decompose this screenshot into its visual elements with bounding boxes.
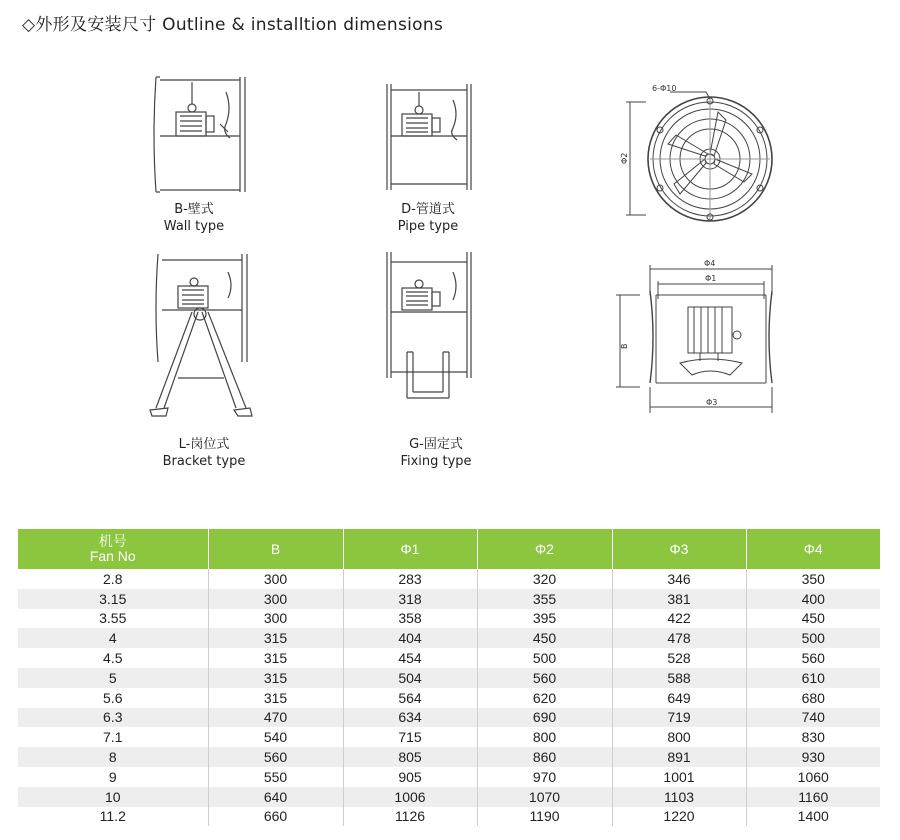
pipe-type-en: Pipe type — [397, 219, 459, 234]
header-phi2: Φ2 — [477, 529, 612, 569]
table-cell: 715 — [343, 727, 477, 747]
table-cell: 358 — [343, 609, 477, 629]
table-cell: 470 — [208, 708, 343, 728]
table-row — [18, 648, 880, 668]
phi3-label: Φ3 — [706, 398, 718, 407]
header-phi1: Φ1 — [343, 529, 477, 569]
table-cell: 318 — [343, 589, 477, 609]
table-cell: 404 — [343, 628, 477, 648]
table-cell: 7.1 — [18, 727, 208, 747]
table-row — [18, 628, 880, 648]
table-cell: 649 — [612, 688, 746, 708]
table-body — [18, 569, 880, 826]
header-fan-no-zh: 机号 — [98, 533, 127, 549]
table-cell: 9 — [18, 767, 208, 787]
dimensions-table — [18, 529, 880, 826]
table-cell: 381 — [612, 589, 746, 609]
table-cell: 315 — [208, 668, 343, 688]
table-row — [18, 688, 880, 708]
fixing-type-en: Fixing type — [400, 454, 472, 469]
table-cell: 540 — [208, 727, 343, 747]
table-cell: 588 — [612, 668, 746, 688]
table-row — [18, 807, 880, 827]
table-cell: 1006 — [343, 787, 477, 807]
table-cell: 830 — [746, 727, 880, 747]
table-row — [18, 747, 880, 767]
pipe-type-zh: D-管道式 — [401, 202, 455, 217]
table-cell: 970 — [477, 767, 612, 787]
table-cell: 4.5 — [18, 648, 208, 668]
header-fan-no-en: Fan No — [89, 548, 136, 564]
table-cell: 422 — [612, 609, 746, 629]
table-cell: 528 — [612, 648, 746, 668]
table-cell: 550 — [208, 767, 343, 787]
side-view-drawing — [610, 255, 785, 420]
table-cell: 346 — [612, 569, 746, 589]
table-cell: 10 — [18, 787, 208, 807]
table-cell: 315 — [208, 688, 343, 708]
bracket-type-en: Bracket type — [162, 454, 246, 469]
wall-type-caption — [124, 201, 264, 235]
holes-label: 6-Φ10 — [652, 84, 677, 93]
header-fan-no — [18, 529, 208, 569]
bracket-type-caption — [134, 436, 274, 470]
front-view-drawing — [610, 82, 785, 222]
table-cell: 1400 — [746, 807, 880, 827]
table-cell: 560 — [477, 668, 612, 688]
table-cell: 2.8 — [18, 569, 208, 589]
table-cell: 560 — [746, 648, 880, 668]
table-cell: 1126 — [343, 807, 477, 827]
table-cell: 450 — [746, 609, 880, 629]
table-cell: 800 — [612, 727, 746, 747]
table-cell: 905 — [343, 767, 477, 787]
header-b: B — [208, 529, 343, 569]
page-title: ◇外形及安装尺寸 Outline & installtion dimensions — [22, 15, 444, 35]
phi4-label: Φ4 — [704, 259, 716, 268]
table-cell: 300 — [208, 589, 343, 609]
table-cell: 478 — [612, 628, 746, 648]
table-cell: 11.2 — [18, 807, 208, 827]
header-phi3: Φ3 — [612, 529, 746, 569]
table-cell: 500 — [477, 648, 612, 668]
table-cell: 3.15 — [18, 589, 208, 609]
table-cell: 454 — [343, 648, 477, 668]
wall-type-zh: B-壁式 — [174, 202, 214, 217]
table-cell: 315 — [208, 628, 343, 648]
table-cell: 504 — [343, 668, 477, 688]
table-row — [18, 727, 880, 747]
table-cell: 400 — [746, 589, 880, 609]
table-cell: 320 — [477, 569, 612, 589]
table-row — [18, 767, 880, 787]
table-cell: 680 — [746, 688, 880, 708]
table-header-row — [18, 529, 880, 569]
table-cell: 6.3 — [18, 708, 208, 728]
bracket-type-zh: L-岗位式 — [178, 437, 230, 452]
table-row — [18, 708, 880, 728]
table-cell: 1190 — [477, 807, 612, 827]
phi2-label: Φ2 — [620, 152, 629, 164]
table-cell: 315 — [208, 648, 343, 668]
table-cell: 564 — [343, 688, 477, 708]
fixing-type-zh: G-固定式 — [409, 437, 463, 452]
table-row — [18, 609, 880, 629]
table-cell: 930 — [746, 747, 880, 767]
table-cell: 8 — [18, 747, 208, 767]
table-cell: 4 — [18, 628, 208, 648]
fixing-type-caption — [366, 436, 506, 470]
table-cell: 634 — [343, 708, 477, 728]
table-cell: 660 — [208, 807, 343, 827]
table-cell: 690 — [477, 708, 612, 728]
table-cell: 1160 — [746, 787, 880, 807]
table-cell: 860 — [477, 747, 612, 767]
pipe-type-drawing — [377, 80, 482, 195]
table-cell: 610 — [746, 668, 880, 688]
table-row — [18, 787, 880, 807]
bracket-type-drawing — [142, 250, 257, 422]
table-cell: 800 — [477, 727, 612, 747]
table-cell: 719 — [612, 708, 746, 728]
table-cell: 620 — [477, 688, 612, 708]
wall-type-en: Wall type — [163, 219, 225, 234]
table-cell: 1070 — [477, 787, 612, 807]
wall-type-drawing — [140, 72, 255, 197]
table-cell: 740 — [746, 708, 880, 728]
table-cell: 300 — [208, 609, 343, 629]
table-cell: 1001 — [612, 767, 746, 787]
table-row — [18, 569, 880, 589]
table-cell: 560 — [208, 747, 343, 767]
table-cell: 3.55 — [18, 609, 208, 629]
b-label: B — [620, 343, 629, 349]
table-cell: 350 — [746, 569, 880, 589]
header-phi4: Φ4 — [746, 529, 880, 569]
table-cell: 5 — [18, 668, 208, 688]
table-cell: 300 — [208, 569, 343, 589]
table-cell: 805 — [343, 747, 477, 767]
table-cell: 500 — [746, 628, 880, 648]
fixing-type-drawing — [377, 248, 482, 403]
table-cell: 1103 — [612, 787, 746, 807]
pipe-type-caption — [358, 201, 498, 235]
table-cell: 355 — [477, 589, 612, 609]
table-cell: 1220 — [612, 807, 746, 827]
table-row — [18, 589, 880, 609]
table-cell: 640 — [208, 787, 343, 807]
phi1-label: Φ1 — [705, 274, 717, 283]
table-cell: 891 — [612, 747, 746, 767]
table-cell: 450 — [477, 628, 612, 648]
table-cell: 1060 — [746, 767, 880, 787]
table-row — [18, 668, 880, 688]
table-cell: 395 — [477, 609, 612, 629]
table-cell: 283 — [343, 569, 477, 589]
table-cell: 5.6 — [18, 688, 208, 708]
